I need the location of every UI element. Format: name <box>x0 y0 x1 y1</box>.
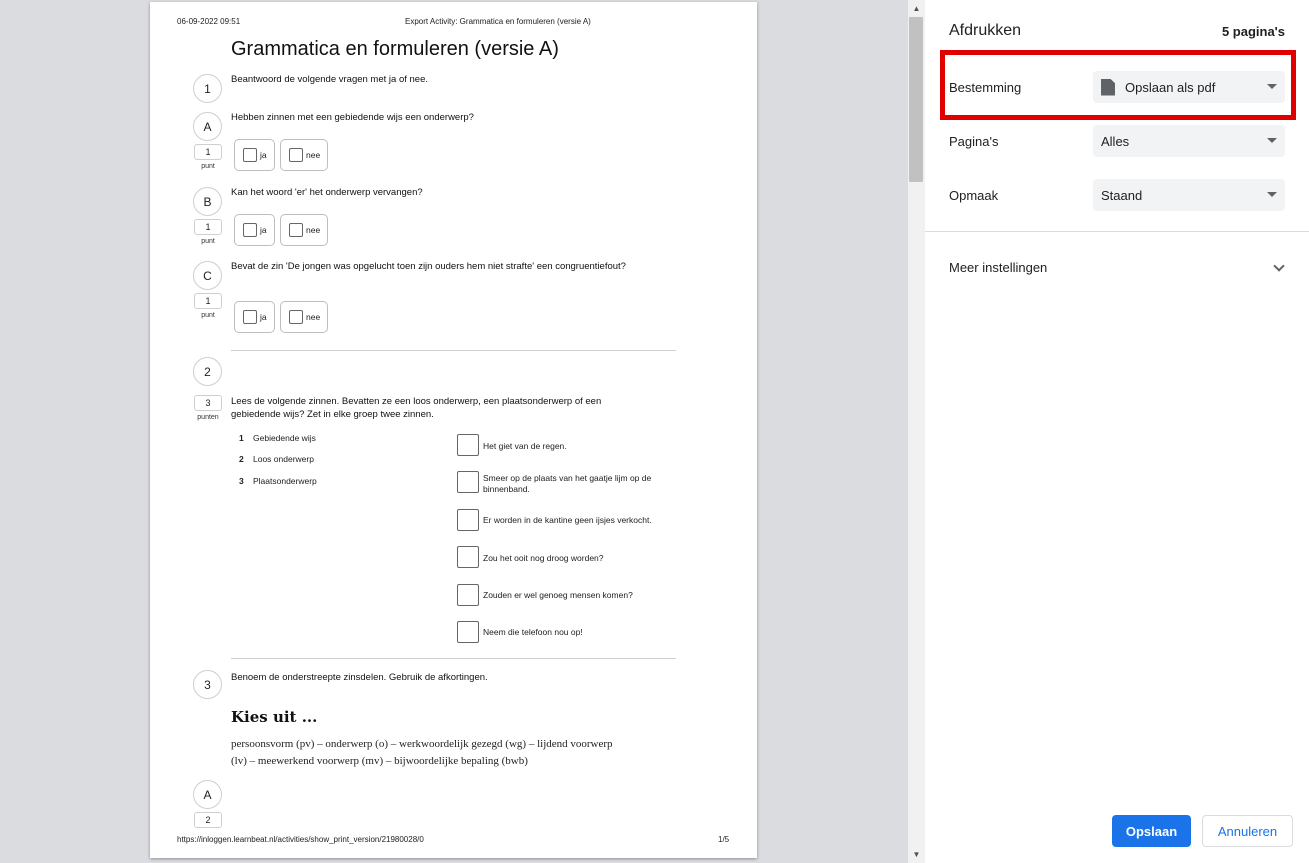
layout-value: Staand <box>1101 187 1143 203</box>
answer-label: nee <box>306 225 321 235</box>
dropdown-arrow-icon <box>1267 192 1277 197</box>
layout-label: Opmaak <box>949 188 999 203</box>
dropdown-arrow-icon <box>1267 138 1277 143</box>
checkbox-icon <box>243 223 257 237</box>
answer-yes <box>234 214 275 246</box>
question-text: Benoem de onderstreepte zinsdelen. Gebruik de afkortingen. <box>231 672 488 683</box>
option-number: 2 <box>239 454 244 464</box>
match-sentence: Zou het ooit nog droog worden? <box>483 553 604 563</box>
print-settings-panel <box>925 0 1309 863</box>
answer-label: ja <box>260 225 267 235</box>
subquestion-letter: A <box>193 780 222 809</box>
points-box: 1 <box>194 293 222 309</box>
cancel-button[interactable]: Annuleren <box>1202 815 1293 847</box>
match-sentence: Smeer op de plaats van het gaatje lijm op de binnenband. <box>483 473 652 494</box>
page-footer-url: https://inloggen.learnbeat.nl/activities/show_print_version/21980028/0 <box>177 835 424 844</box>
match-box <box>457 621 479 643</box>
answer-label: nee <box>306 150 321 160</box>
checkbox-icon <box>243 148 257 162</box>
points-unit: punten <box>197 414 219 421</box>
points-box: 1 <box>194 219 222 235</box>
points-unit: punt <box>201 312 215 319</box>
choices-heading: Kies uit ... <box>231 708 318 726</box>
scroll-down-arrow-icon[interactable]: ▼ <box>912 850 921 859</box>
points-unit: punt <box>201 238 215 245</box>
choices-line: persoonsvorm (pv) – onderwerp (o) – werkwoordelijk gezegd (wg) – lijdend voorwerp <box>231 738 613 750</box>
match-box <box>457 584 479 606</box>
option-item <box>239 433 316 443</box>
pages-value: Alles <box>1101 133 1130 149</box>
option-label: Gebiedende wijs <box>253 433 316 443</box>
answer-label: nee <box>306 312 321 322</box>
preview-scrollbar[interactable] <box>908 0 925 863</box>
answer-no <box>280 301 328 333</box>
answer-yes <box>234 139 275 171</box>
layout-select[interactable] <box>1093 179 1285 211</box>
destination-label: Bestemming <box>949 80 1022 95</box>
checkbox-icon <box>289 148 303 162</box>
question-number: 1 <box>193 74 222 103</box>
checkbox-icon <box>289 223 303 237</box>
subquestion-letter: C <box>193 261 222 290</box>
page-header-title: Export Activity: Grammatica en formuleren (versie A) <box>405 17 591 26</box>
answer-label: ja <box>260 312 267 322</box>
answer-no <box>280 214 328 246</box>
match-sentence: Er worden in de kantine geen ijsjes verkocht. <box>483 515 652 525</box>
option-item <box>239 476 317 486</box>
choices-line: (lv) – meewerkend voorwerp (mv) – bijwoordelijke bepaling (bwb) <box>231 755 528 767</box>
match-box <box>457 471 479 493</box>
page-footer-number: 1/5 <box>718 835 730 844</box>
scrollbar-thumb[interactable] <box>909 17 923 182</box>
answer-no <box>280 139 328 171</box>
match-box <box>457 509 479 531</box>
checkbox-icon <box>289 310 303 324</box>
page-header-datetime: 06-09-2022 09:51 <box>177 17 241 26</box>
preview-page <box>150 2 757 858</box>
option-number: 1 <box>239 433 244 443</box>
answer-label: ja <box>260 150 267 160</box>
pages-select[interactable] <box>1093 125 1285 157</box>
page-count: 5 pagina's <box>1221 24 1285 39</box>
checkbox-icon <box>243 310 257 324</box>
match-sentence: Zouden er wel genoeg mensen komen? <box>483 590 633 600</box>
divider <box>231 350 676 351</box>
subquestion-letter: B <box>193 187 222 216</box>
option-number: 3 <box>239 476 244 486</box>
question-text: Kan het woord 'er' het onderwerp vervangen? <box>231 187 423 198</box>
destination-value: Opslaan als pdf <box>1125 79 1216 95</box>
option-label: Plaatsonderwerp <box>253 476 317 486</box>
highlight-box <box>940 50 1296 120</box>
question-text: Hebben zinnen met een gebiedende wijs een onderwerp? <box>231 112 474 123</box>
question-text: Bevat de zin 'De jongen was opgelucht toen zijn ouders hem niet strafte' een congruentiefout? <box>231 261 626 272</box>
question-number: 2 <box>193 357 222 386</box>
match-sentence: Het giet van de regen. <box>483 441 567 451</box>
match-sentence: Neem die telefoon nou op! <box>483 627 583 637</box>
question-text: Beantwoord de volgende vragen met ja of nee. <box>231 74 428 85</box>
match-box <box>457 546 479 568</box>
points-unit: punt <box>201 163 215 170</box>
scroll-up-arrow-icon[interactable]: ▲ <box>912 4 921 13</box>
more-settings-toggle[interactable]: Meer instellingen <box>949 260 1048 275</box>
divider <box>925 231 1309 232</box>
panel-title: Afdrukken <box>949 22 1022 39</box>
chevron-down-icon[interactable] <box>1273 260 1284 271</box>
divider <box>231 658 676 659</box>
doc-title: Grammatica en formuleren (versie A) <box>231 38 559 60</box>
option-label: Loos onderwerp <box>253 454 314 464</box>
question-number: 3 <box>193 670 222 699</box>
answer-yes <box>234 301 275 333</box>
points-box: 2 <box>194 812 222 828</box>
points-box: 3 <box>194 395 222 411</box>
pages-label: Pagina's <box>949 134 999 149</box>
points-box: 1 <box>194 144 222 160</box>
question-text: Lees de volgende zinnen. Bevatten ze een loos onderwerp, een plaatsonderwerp of een gebiedende wijs? Zet in elke groep twee zinnen. <box>231 396 602 420</box>
match-box <box>457 434 479 456</box>
subquestion-letter: A <box>193 112 222 141</box>
save-button[interactable]: Opslaan <box>1112 815 1191 847</box>
option-item <box>239 454 314 464</box>
